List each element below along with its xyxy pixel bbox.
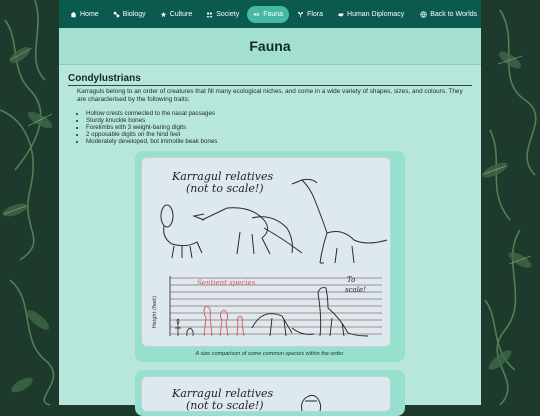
- trait-item: • 2 opposable digits on the hind feet: [86, 131, 472, 138]
- flora-icon: [297, 11, 304, 18]
- home-icon: [70, 11, 77, 18]
- size-comparison-sketch[interactable]: [141, 157, 391, 347]
- section-title: Condylustrians: [68, 73, 472, 86]
- trait-item: • Sturdy knuckle bones: [86, 117, 472, 124]
- nav-culture-label: Culture: [169, 10, 193, 18]
- culture-icon: [160, 11, 167, 18]
- page-banner: [59, 28, 481, 65]
- second-sketch-title-line1: Karragul relatives: [172, 387, 274, 400]
- page-title: Fauna: [249, 38, 291, 54]
- second-sketch[interactable]: [141, 376, 391, 412]
- nav-home[interactable]: [64, 6, 105, 23]
- nav-fauna[interactable]: [247, 6, 289, 23]
- second-sketch-image: [142, 377, 390, 411]
- nav-flora-label: Flora: [307, 10, 324, 18]
- nav-society[interactable]: [200, 6, 245, 23]
- back-to-worlds-label: Back to Worlds: [430, 10, 478, 18]
- sentient-species-drawings: [204, 306, 244, 336]
- height-axis-label: Height (feet): [152, 296, 158, 328]
- back-to-worlds-button[interactable]: [414, 6, 483, 23]
- nav-fauna-label: Fauna: [263, 10, 284, 18]
- nav-society-label: Society: [216, 10, 240, 18]
- sketch-title-line2: (not to scale!): [186, 182, 264, 195]
- second-figure: [135, 370, 405, 416]
- traits-list: [68, 110, 472, 145]
- trait-item: • Moderately developed, but immotile beak bones: [86, 138, 472, 145]
- to-scale-label-line2: scale!: [345, 286, 366, 294]
- nav-human-diplomacy-label: Human Diplomacy: [347, 10, 405, 18]
- biology-icon: [113, 11, 120, 18]
- eye-icon: [253, 11, 260, 18]
- trait-item: • Forelimbs with 3 weight-baring digits: [86, 124, 472, 131]
- main-content: [59, 65, 481, 416]
- top-navigation: [59, 0, 481, 28]
- height-chart: [152, 276, 382, 336]
- trait-item: • Hollow crests connected to the nasal passages: [86, 110, 472, 117]
- handshake-icon: [337, 11, 344, 18]
- nav-flora[interactable]: [291, 6, 329, 23]
- section-intro: Karraguls belong to an order of creatures that fill many ecological niches, and come in a wide variety of shapes, sizes, and colours. They are characterised by the following traits:: [77, 88, 463, 103]
- nav-culture[interactable]: [154, 6, 199, 23]
- society-icon: [206, 11, 213, 18]
- nav-biology[interactable]: [107, 6, 152, 23]
- nav-biology-label: Biology: [122, 10, 146, 18]
- second-sketch-title-line2: (not to scale!): [186, 399, 264, 412]
- nav-home-label: Home: [80, 10, 99, 18]
- creature-sketch-image: [142, 158, 390, 346]
- nav-human-diplomacy[interactable]: [331, 6, 410, 23]
- size-comparison-figure: [135, 151, 405, 362]
- sentient-species-label: Sentient species: [197, 279, 256, 287]
- figure-caption: A size comparison of some common species within the order.: [195, 351, 345, 357]
- page-container: [59, 0, 481, 412]
- to-scale-label-line1: To: [347, 276, 356, 284]
- globe-icon: [420, 11, 427, 18]
- sketch-title-line1: Karragul relatives: [172, 170, 274, 183]
